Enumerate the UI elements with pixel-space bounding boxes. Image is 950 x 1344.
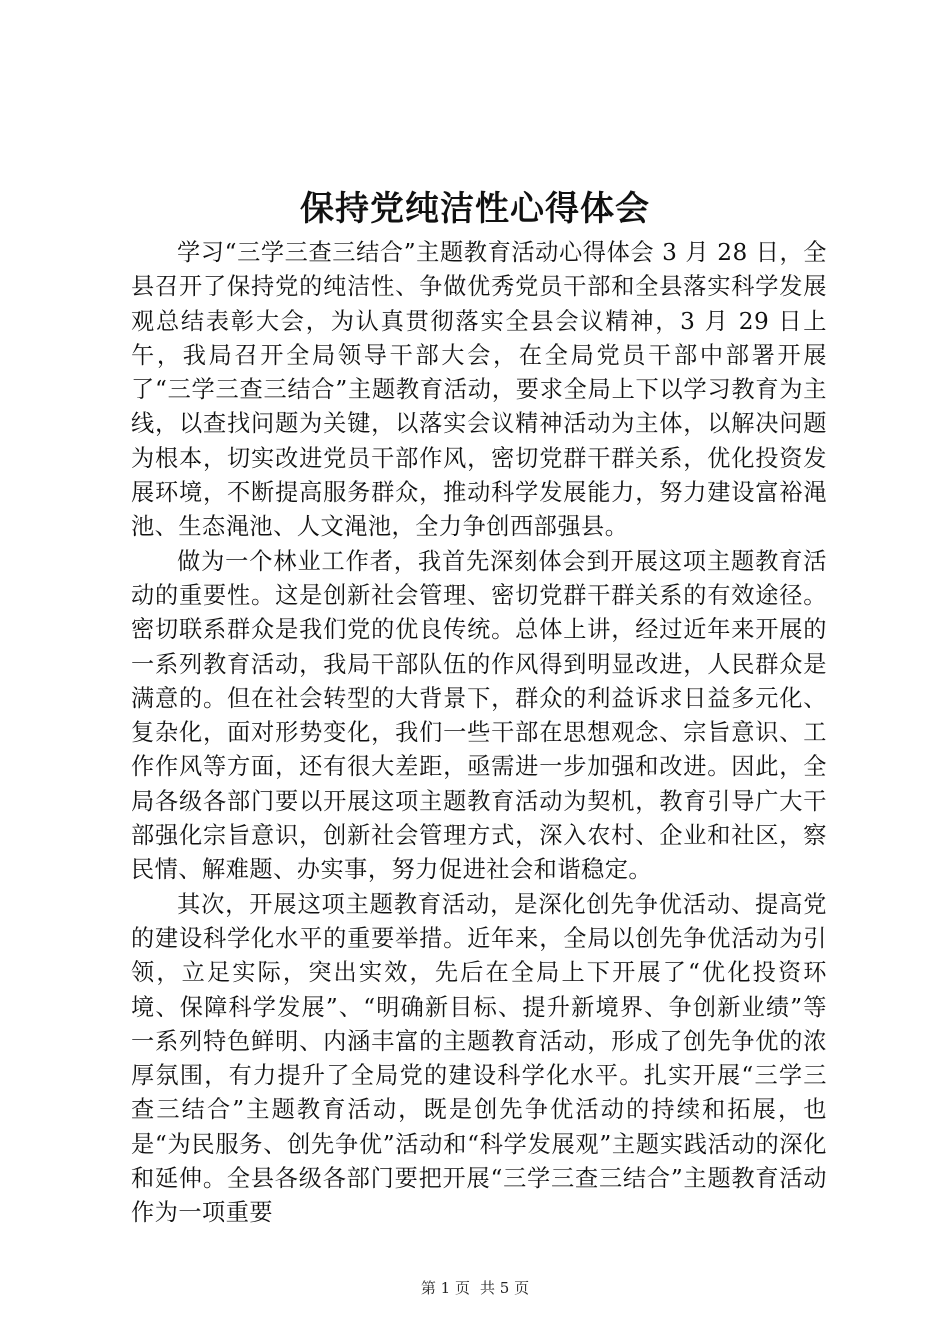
paragraph-2: 做为一个林业工作者，我首先深刻体会到开展这项主题教育活动的重要性。这是创新社会管理、密切党群干群关系的有效途径。密切联系群众是我们党的优良传统。总体上讲，经过近年来开展的一系列教育活动，我局干部队伍的作风得到明显改进，人民群众是满意的。但在社会转型的大背景下，群众的利益诉求日益多元化、复杂化，面对形势变化，我们一些干部在思想观念、宗旨意识、工作作风等方面，还有很大差距，亟需进一步加强和改进。因此，全局各级各部门要以开展这项主题教育活动为契机，教育引导广大干部强化宗旨意识，创新社会管理方式，深入农村、企业和社区，察民情、解难题、办实事，努力促进社会和谐稳定。: [131, 547, 827, 884]
document-body: [131, 236, 827, 1231]
document-title: 保持党纯洁性心得体会: [300, 189, 650, 229]
page-number: 第 1 页: [420, 1279, 470, 1297]
page-total: 共 5 页: [480, 1279, 530, 1297]
paragraph-3: 其次，开展这项主题教育活动，是深化创先争优活动、提高党的建设科学化水平的重要举措。近年来，全局以创先争优活动为引领，立足实际，突出实效，先后在全局上下开展了“优化投资环境、保障科学发展”、“明确新目标、提升新境界、争创新业绩”等一系列特色鲜明、内涵丰富的主题教育活动，形成了创先争优的浓厚氛围，有力提升了全局党的建设科学化水平。扎实开展“三学三查三结合”主题教育活动，既是创先争优活动的持续和拓展，也是“为民服务、创先争优”活动和“科学发展观”主题实践活动的深化和延伸。全县各级各部门要把开展“三学三查三结合”主题教育活动作为一项重要: [131, 890, 827, 1227]
page-footer: [0, 1278, 950, 1298]
paragraph-1: 学习“三学三查三结合”主题教育活动心得体会 3 月 28 日，全县召开了保持党的纯洁性、争做优秀党员干部和全县落实科学发展观总结表彰大会，为认真贯彻落实全县会议精神，3 月 29 日上午，我局召开全局领导干部大会，在全局党员干部中部署开展了“三学三查三结合”主题教育活动，要求全局上下以学习教育为主线，以查找问题为关键，以落实会议精神活动为主体，以解决问题为根本，切实改进党员干部作风，密切党群干群关系，优化投资发展环境，不断提高服务群众，推动科学发展能力，努力建设富裕渑池、生态渑池、人文渑池，全力争创西部强县。: [131, 239, 827, 541]
